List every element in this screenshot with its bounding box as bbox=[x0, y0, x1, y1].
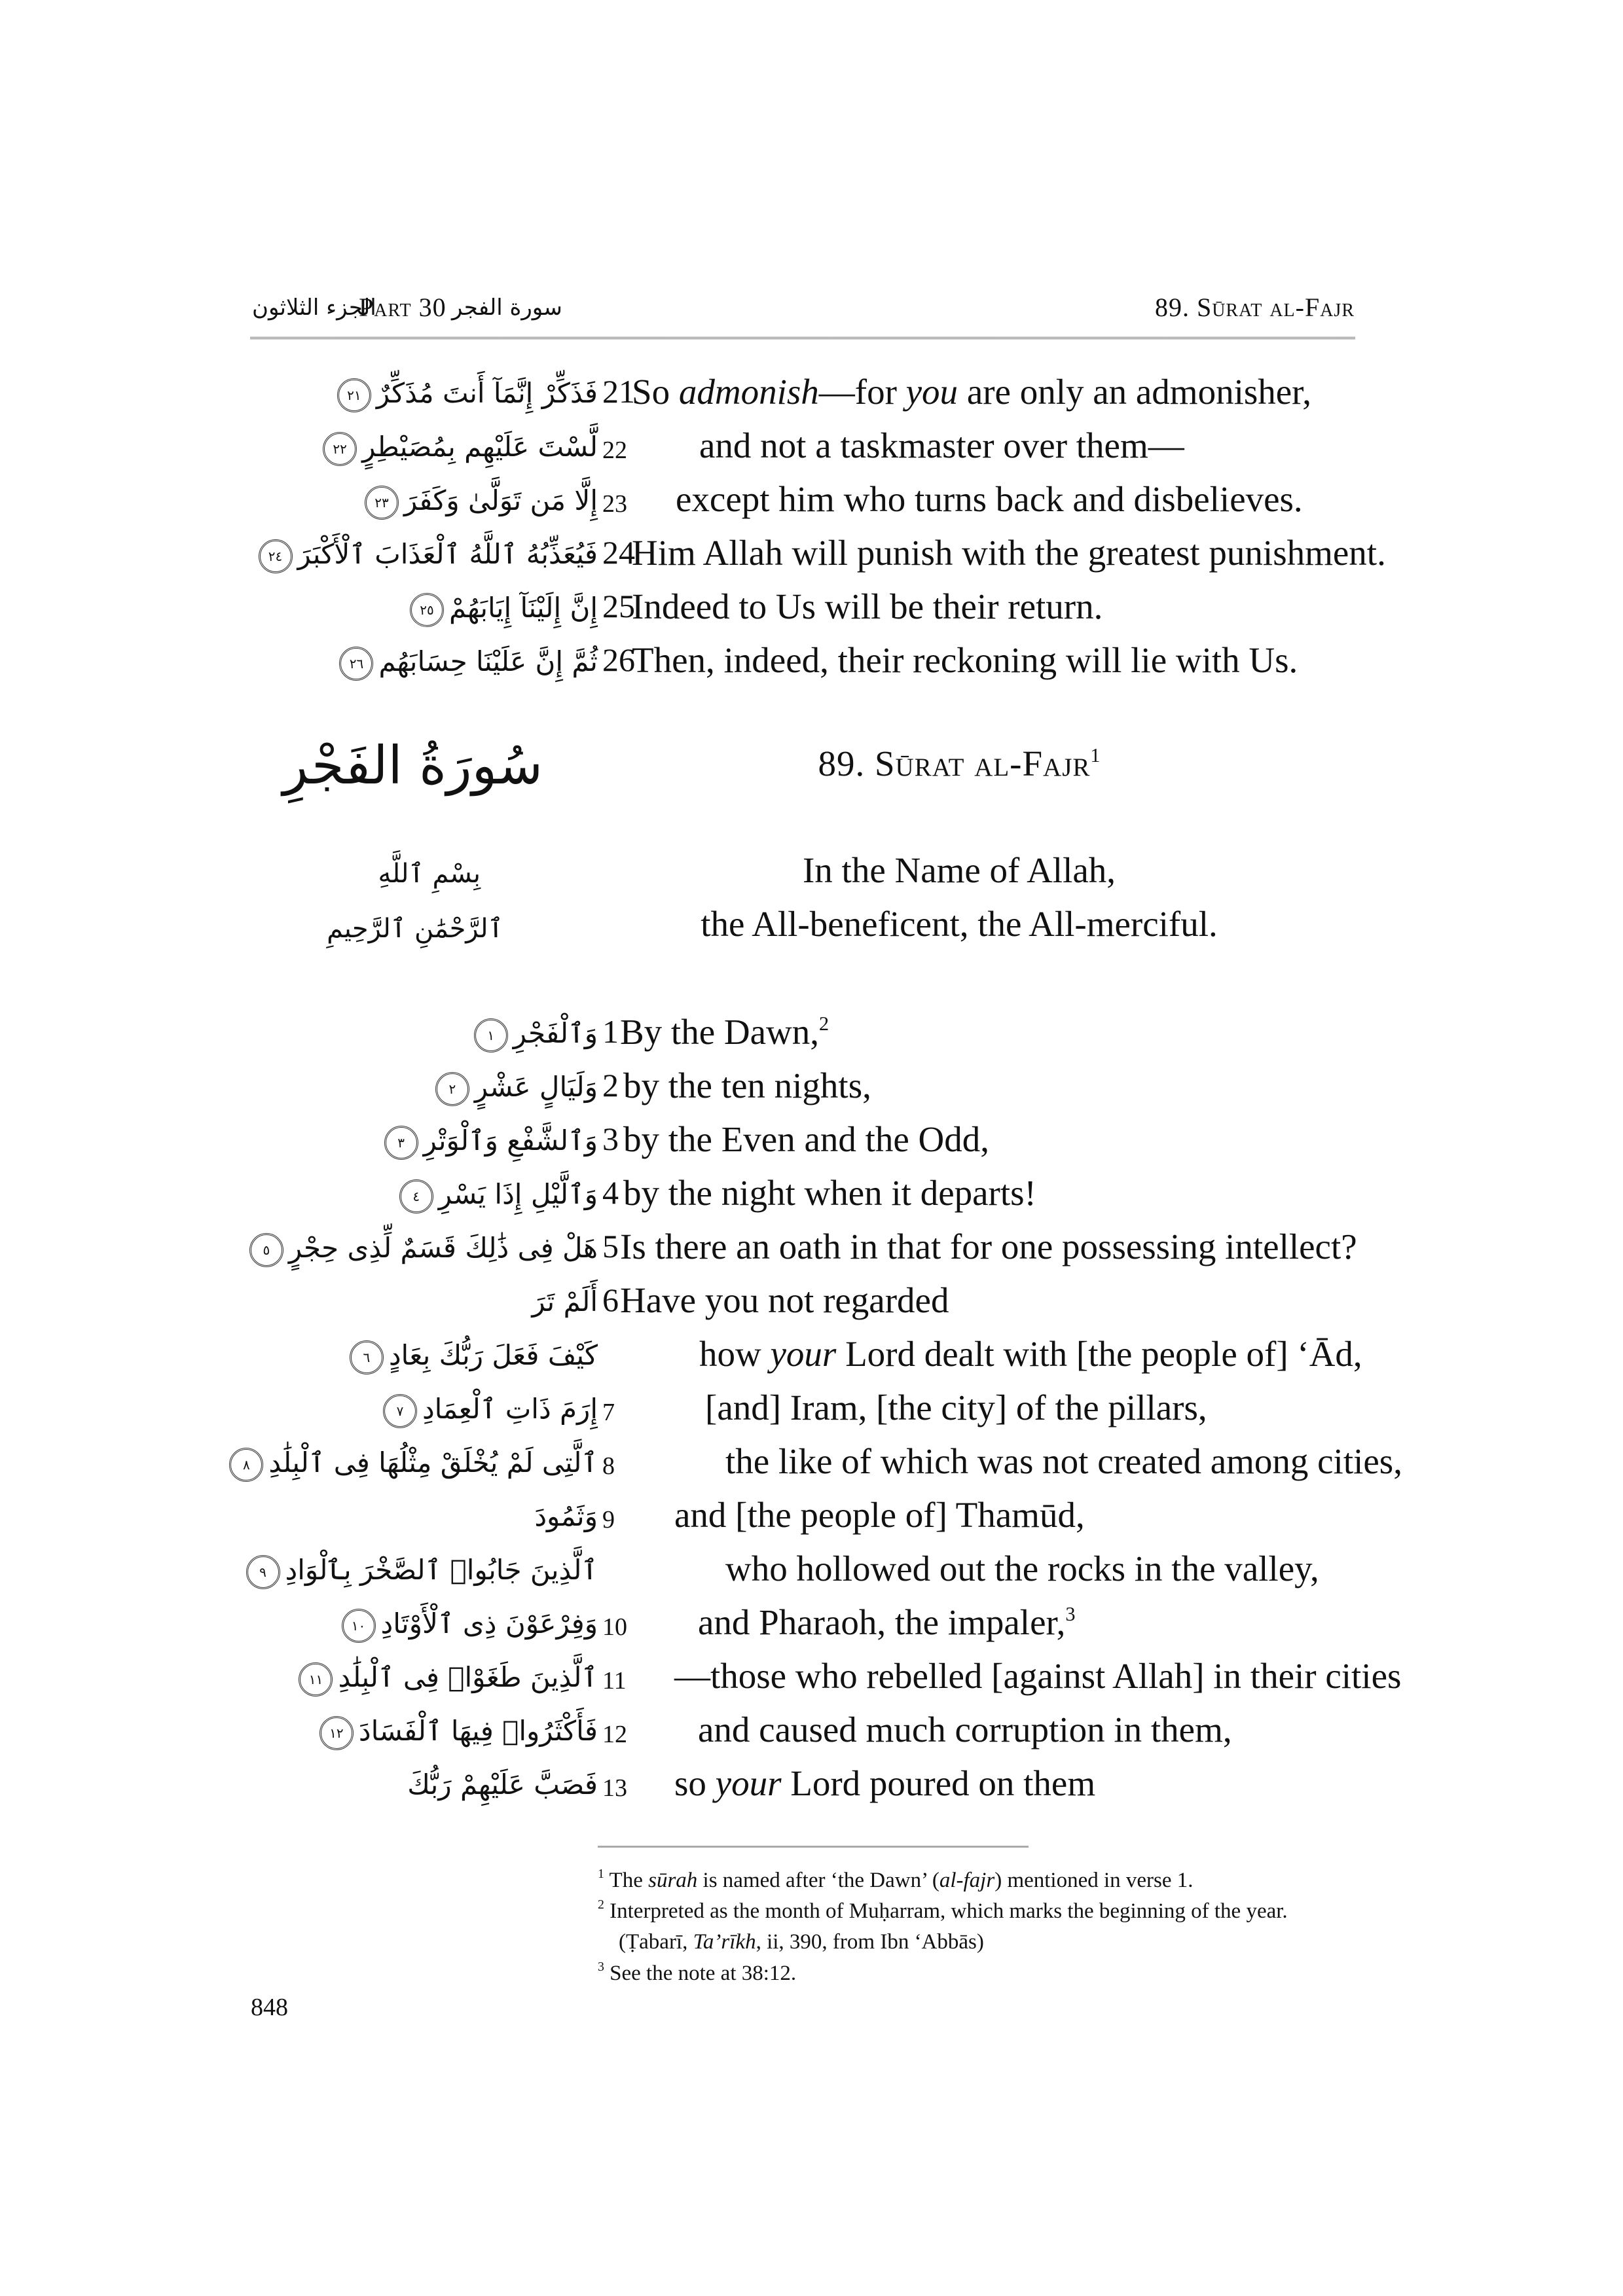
verse-arabic bbox=[246, 1547, 598, 1593]
verse-number: 5 bbox=[602, 1228, 619, 1265]
verse-end-marker-icon: ٢٥ bbox=[410, 593, 444, 627]
verse-text bbox=[698, 1707, 1232, 1753]
text-segment: your bbox=[770, 1334, 837, 1374]
surah-title-arabic: سُورَةُ الفَجْرِ bbox=[282, 735, 543, 796]
verse-arabic bbox=[410, 585, 598, 631]
verse-row bbox=[0, 1221, 1623, 1275]
arabic-text: ٱلَّتِى لَمْ يُخْلَقْ مِثْلُهَا فِى ٱلْبِلَٰدِ bbox=[268, 1446, 598, 1479]
verse-end-marker-icon: ٢٣ bbox=[365, 486, 399, 520]
verse-end-marker-icon: ٣ bbox=[384, 1126, 418, 1160]
verse-row bbox=[0, 1168, 1623, 1221]
text-segment: Lord dealt with [the people of] ‘Ād, bbox=[836, 1334, 1362, 1374]
verse-end-marker-icon: ٩ bbox=[246, 1555, 280, 1589]
verse-row bbox=[0, 367, 1623, 420]
bismillah-arabic-2: ٱلرَّحْمَٰنِ ٱلرَّحِيمِ bbox=[327, 914, 503, 944]
arabic-text: ثُمَّ إِنَّ عَلَيْنَا حِسَابَهُم bbox=[378, 645, 598, 677]
verse-number: 12 bbox=[602, 1721, 627, 1748]
footnote-number: 1 bbox=[598, 1867, 604, 1882]
verse-end-marker-icon: ١٢ bbox=[319, 1716, 354, 1750]
arabic-text: ٱلَّذِينَ طَغَوْا۟ فِى ٱلْبِلَٰدِ bbox=[338, 1661, 598, 1693]
verse-arabic bbox=[383, 1386, 598, 1432]
verse-end-marker-icon: ٢٢ bbox=[323, 432, 357, 466]
verse-arabic bbox=[229, 1440, 598, 1486]
text-segment: al-fajr bbox=[939, 1869, 995, 1892]
text-segment: you bbox=[905, 372, 958, 412]
verse-row bbox=[0, 1436, 1623, 1490]
verse-arabic bbox=[365, 478, 598, 524]
footnote-number: 3 bbox=[598, 1960, 604, 1975]
verse-text bbox=[632, 584, 1103, 630]
verse-text bbox=[725, 1546, 1319, 1592]
footnote bbox=[598, 1896, 1288, 1926]
verse-text bbox=[632, 530, 1386, 576]
verse-arabic bbox=[532, 1279, 598, 1325]
header-surah: 89. Sūrat al-Fajr bbox=[1154, 293, 1355, 322]
verse-arabic bbox=[534, 1494, 598, 1539]
text-segment: your bbox=[715, 1763, 782, 1803]
arabic-text: لَّسْتَ عَلَيْهِم بِمُصَيْطِرٍ bbox=[362, 431, 598, 463]
text-segment: so bbox=[674, 1763, 716, 1803]
text-segment: except him who turns back and disbelieves. bbox=[676, 479, 1303, 519]
verse-end-marker-icon: ٢ bbox=[435, 1072, 469, 1106]
surah-title-text: 89. Sūrat al-Fajr bbox=[818, 744, 1091, 783]
verse-row bbox=[0, 1382, 1623, 1436]
text-segment: how bbox=[699, 1334, 771, 1374]
verse-text bbox=[623, 1170, 1036, 1216]
verse-end-marker-icon: ٨ bbox=[229, 1448, 263, 1482]
verse-number: 22 bbox=[602, 437, 627, 464]
text-segment: —for bbox=[818, 372, 906, 412]
verse-row bbox=[0, 474, 1623, 528]
footnote-ref: 3 bbox=[1065, 1602, 1076, 1625]
verse-arabic bbox=[342, 1601, 598, 1647]
text-segment: —those who rebelled [against Allah] in their cities bbox=[674, 1656, 1402, 1696]
arabic-text: أَلَمْ تَرَ bbox=[532, 1285, 598, 1318]
verse-arabic bbox=[319, 1708, 598, 1754]
verse-end-marker-icon: ١١ bbox=[299, 1662, 333, 1696]
text-segment: Ta’rīkh bbox=[693, 1930, 756, 1954]
text-segment: and Pharaoh, the impaler, bbox=[698, 1602, 1066, 1642]
verse-arabic bbox=[384, 1118, 598, 1164]
text-segment: Interpreted as the month of Muḥarram, which marks the beginning of the year. bbox=[610, 1899, 1288, 1923]
text-segment: admonish bbox=[678, 372, 819, 412]
verse-arabic bbox=[350, 1333, 598, 1378]
footnote bbox=[619, 1927, 984, 1957]
text-segment: by the Even and the Odd, bbox=[623, 1119, 990, 1159]
verse-arabic bbox=[474, 1011, 598, 1056]
verse-row bbox=[0, 1543, 1623, 1597]
arabic-text: وَفِرْعَوْنَ ذِى ٱلْأَوْتَادِ bbox=[380, 1607, 598, 1640]
verse-arabic bbox=[339, 639, 598, 685]
text-segment: (Ṭabarī, bbox=[619, 1930, 693, 1954]
verse-arabic bbox=[435, 1064, 598, 1110]
text-segment: ) mentioned in verse 1. bbox=[994, 1869, 1194, 1892]
arabic-text: وَثَمُودَ bbox=[534, 1500, 598, 1532]
text-segment: The bbox=[609, 1869, 649, 1892]
arabic-text: فَيُعَذِّبُهُ ٱللَّهُ ٱلْعَذَابَ ٱلْأَكْبَرَ bbox=[297, 538, 598, 570]
verse-number: 8 bbox=[602, 1452, 615, 1480]
verse-text bbox=[699, 423, 1184, 469]
footnote-ref: 1 bbox=[1090, 744, 1101, 766]
verse-number: 9 bbox=[602, 1506, 615, 1534]
verse-number: 3 bbox=[602, 1121, 619, 1157]
verse-text bbox=[620, 1278, 949, 1323]
text-segment: by the night when it departs! bbox=[623, 1173, 1036, 1213]
footnote bbox=[598, 1958, 796, 1988]
verse-number: 26 bbox=[602, 641, 635, 678]
verse-end-marker-icon: ٦ bbox=[350, 1340, 384, 1374]
verse-number: 6 bbox=[602, 1282, 619, 1318]
verse-number: 1 bbox=[602, 1013, 619, 1050]
arabic-text: هَلْ فِى ذَٰلِكَ قَسَمٌ لِّذِى حِجْرٍ bbox=[288, 1232, 598, 1264]
footnote-number: 2 bbox=[598, 1897, 604, 1912]
verse-row bbox=[0, 528, 1623, 581]
verse-arabic bbox=[407, 1762, 598, 1808]
text-segment: Have you not regarded bbox=[620, 1280, 949, 1320]
text-segment: sūrah bbox=[648, 1869, 698, 1892]
text-segment: Lord poured on them bbox=[781, 1763, 1096, 1803]
verse-row bbox=[0, 1329, 1623, 1382]
text-segment: who hollowed out the rocks in the valley, bbox=[725, 1549, 1319, 1588]
header-arabic-surah: سورة الفجر bbox=[452, 295, 562, 321]
text-segment: So bbox=[632, 372, 679, 412]
arabic-text: كَيْفَ فَعَلَ رَبُّكَ بِعَادٍ bbox=[388, 1339, 598, 1371]
arabic-text: وَٱلْفَجْرِ bbox=[513, 1017, 598, 1049]
verse-row bbox=[0, 1114, 1623, 1168]
header-rule-english bbox=[359, 336, 1355, 340]
bismillah-arabic-1: بِسْمِ ٱللَّهِ bbox=[378, 859, 481, 889]
verse-number: 23 bbox=[602, 490, 627, 518]
text-segment: See the note at 38:12. bbox=[610, 1962, 797, 1985]
text-segment: Then, indeed, their reckoning will lie with Us. bbox=[632, 640, 1298, 680]
verse-end-marker-icon: ١٠ bbox=[342, 1609, 376, 1643]
verse-text bbox=[699, 1331, 1362, 1377]
verse-row bbox=[0, 1275, 1623, 1329]
arabic-text: فَأَكْثَرُوا۟ فِيهَا ٱلْفَسَادَ bbox=[358, 1715, 598, 1747]
arabic-text: إِنَّ إِلَيْنَآ إِيَابَهُمْ bbox=[449, 592, 598, 624]
verse-row bbox=[0, 1490, 1623, 1543]
text-segment: and [the people of] Thamūd, bbox=[674, 1495, 1085, 1535]
text-segment: , ii, 390, from Ibn ‘Abbās) bbox=[756, 1930, 984, 1954]
bismillah-english-2: the All-beneficent, the All-merciful. bbox=[701, 904, 1218, 944]
verse-text bbox=[676, 476, 1303, 522]
verse-number: 4 bbox=[602, 1174, 619, 1211]
verse-text bbox=[725, 1439, 1402, 1484]
header-part: Part 30 bbox=[359, 293, 447, 322]
verse-row bbox=[0, 1704, 1623, 1758]
text-segment: and not a taskmaster over them— bbox=[699, 425, 1184, 465]
verse-text bbox=[632, 637, 1298, 683]
text-segment: Is there an oath in that for one possessing intellect? bbox=[620, 1227, 1357, 1266]
verse-number: 7 bbox=[602, 1399, 615, 1426]
verse-row bbox=[0, 581, 1623, 635]
verse-text bbox=[705, 1385, 1207, 1431]
verse-text bbox=[620, 1009, 829, 1055]
verse-text bbox=[698, 1600, 1076, 1645]
arabic-text: وَٱلشَّفْعِ وَٱلْوَتْرِ bbox=[423, 1124, 598, 1157]
verse-text bbox=[623, 1117, 989, 1162]
footnote bbox=[598, 1865, 1194, 1895]
verse-number: 13 bbox=[602, 1774, 627, 1802]
verse-arabic bbox=[249, 1225, 598, 1271]
verse-text bbox=[674, 1492, 1085, 1538]
arabic-text: وَلَيَالٍ عَشْرٍ bbox=[474, 1071, 598, 1103]
verse-row bbox=[0, 1651, 1623, 1704]
verse-text bbox=[674, 1761, 1095, 1806]
verse-number: 24 bbox=[602, 534, 635, 571]
verse-number: 25 bbox=[602, 588, 635, 624]
verse-end-marker-icon: ٥ bbox=[249, 1233, 283, 1267]
verse-end-marker-icon: ٢٤ bbox=[259, 539, 293, 573]
text-segment: by the ten nights, bbox=[623, 1066, 871, 1105]
text-segment: and caused much corruption in them, bbox=[698, 1710, 1232, 1749]
verse-number: 2 bbox=[602, 1067, 619, 1103]
page-number: 848 bbox=[251, 1994, 288, 2021]
verse-arabic bbox=[399, 1172, 598, 1217]
verse-number: 11 bbox=[602, 1667, 627, 1695]
verse-arabic bbox=[323, 424, 598, 470]
verse-text bbox=[620, 1224, 1357, 1270]
surah-title bbox=[632, 743, 1286, 784]
verse-text bbox=[674, 1653, 1401, 1699]
text-segment: Indeed to Us will be their return. bbox=[632, 586, 1103, 626]
text-segment: are only an admonisher, bbox=[958, 372, 1312, 412]
text-segment: [and] Iram, [the city] of the pillars, bbox=[705, 1388, 1207, 1427]
verse-row bbox=[0, 1758, 1623, 1812]
verse-number: 21 bbox=[602, 373, 635, 410]
verse-end-marker-icon: ١ bbox=[474, 1018, 508, 1052]
header-arabic-part: الجزء الثلاثون bbox=[252, 295, 376, 321]
text-segment: is named after ‘the Dawn’ ( bbox=[697, 1869, 939, 1892]
verse-row bbox=[0, 420, 1623, 474]
verse-end-marker-icon: ٢١ bbox=[337, 378, 371, 412]
arabic-text: وَٱلَّيْلِ إِذَا يَسْرِ bbox=[438, 1178, 598, 1210]
verse-text bbox=[623, 1063, 871, 1109]
text-segment: By the Dawn, bbox=[620, 1012, 819, 1052]
arabic-text: فَصَبَّ عَلَيْهِمْ رَبُّكَ bbox=[407, 1768, 598, 1801]
arabic-text: إِرَمَ ذَاتِ ٱلْعِمَادِ bbox=[422, 1393, 598, 1425]
verse-arabic bbox=[337, 370, 598, 416]
verse-end-marker-icon: ٧ bbox=[383, 1394, 417, 1428]
text-segment: Him Allah will punish with the greatest punishment. bbox=[632, 533, 1386, 573]
verse-row bbox=[0, 1060, 1623, 1114]
bismillah-english-1: In the Name of Allah, bbox=[802, 850, 1116, 890]
arabic-text: فَذَكِّرْ إِنَّمَآ أَنتَ مُذَكِّرٌ bbox=[376, 377, 598, 409]
footnote-ref: 2 bbox=[818, 1012, 830, 1035]
verse-arabic bbox=[259, 531, 598, 577]
verse-row bbox=[0, 635, 1623, 689]
text-segment: the like of which was not created among cities, bbox=[725, 1441, 1402, 1481]
footnote-rule bbox=[598, 1846, 1029, 1848]
verse-end-marker-icon: ٤ bbox=[399, 1179, 433, 1213]
verse-text bbox=[632, 369, 1311, 415]
verse-row bbox=[0, 1007, 1623, 1060]
verse-arabic bbox=[299, 1655, 598, 1700]
verse-number: 10 bbox=[602, 1613, 627, 1641]
verse-end-marker-icon: ٢٦ bbox=[339, 647, 373, 681]
arabic-text: ٱلَّذِينَ جَابُوا۟ ٱلصَّخْرَ بِٱلْوَادِ bbox=[285, 1554, 598, 1586]
arabic-text: إِلَّا مَن تَوَلَّىٰ وَكَفَرَ bbox=[403, 484, 598, 516]
verse-row bbox=[0, 1597, 1623, 1651]
